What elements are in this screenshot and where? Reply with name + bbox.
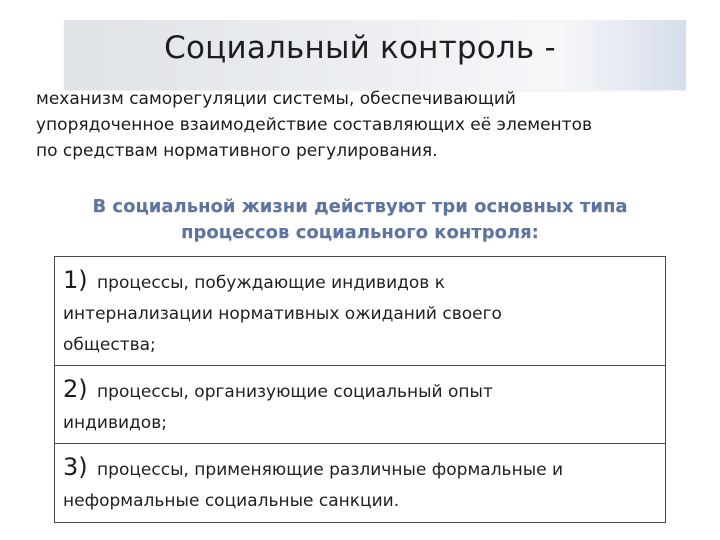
process-text-line: общества; xyxy=(63,335,156,355)
process-number: 3) xyxy=(63,453,88,481)
process-text-line: процессы, применяющие различные формальные и xyxy=(97,460,564,480)
process-text-line: интернализации нормативных ожиданий своего xyxy=(63,304,502,324)
subheading-line: В социальной жизни действуют три основных типа xyxy=(92,196,628,217)
process-list xyxy=(54,256,666,523)
process-item-3 xyxy=(55,444,665,522)
process-text-line: процессы, побуждающие индивидов к xyxy=(97,273,445,293)
definition-line: упорядоченное взаимодействие составляющих её элементов xyxy=(36,115,592,135)
definition-text xyxy=(36,86,676,164)
process-text-line: процессы, организующие социальный опыт xyxy=(97,382,493,402)
process-item-1 xyxy=(55,257,665,366)
definition-line: по средствам нормативного регулирования. xyxy=(36,141,438,161)
process-number: 2) xyxy=(63,375,88,403)
process-item-2 xyxy=(55,366,665,444)
process-text-line: неформальные социальные санкции. xyxy=(63,491,400,511)
definition-line: механизм саморегуляции системы, обеспечивающий xyxy=(36,89,516,109)
process-number: 1) xyxy=(63,266,88,294)
subheading xyxy=(60,194,660,246)
slide-title: Социальный контроль - xyxy=(164,30,556,66)
process-text-line: индивидов; xyxy=(63,413,167,433)
subheading-line: процессов социального контроля: xyxy=(181,222,539,243)
